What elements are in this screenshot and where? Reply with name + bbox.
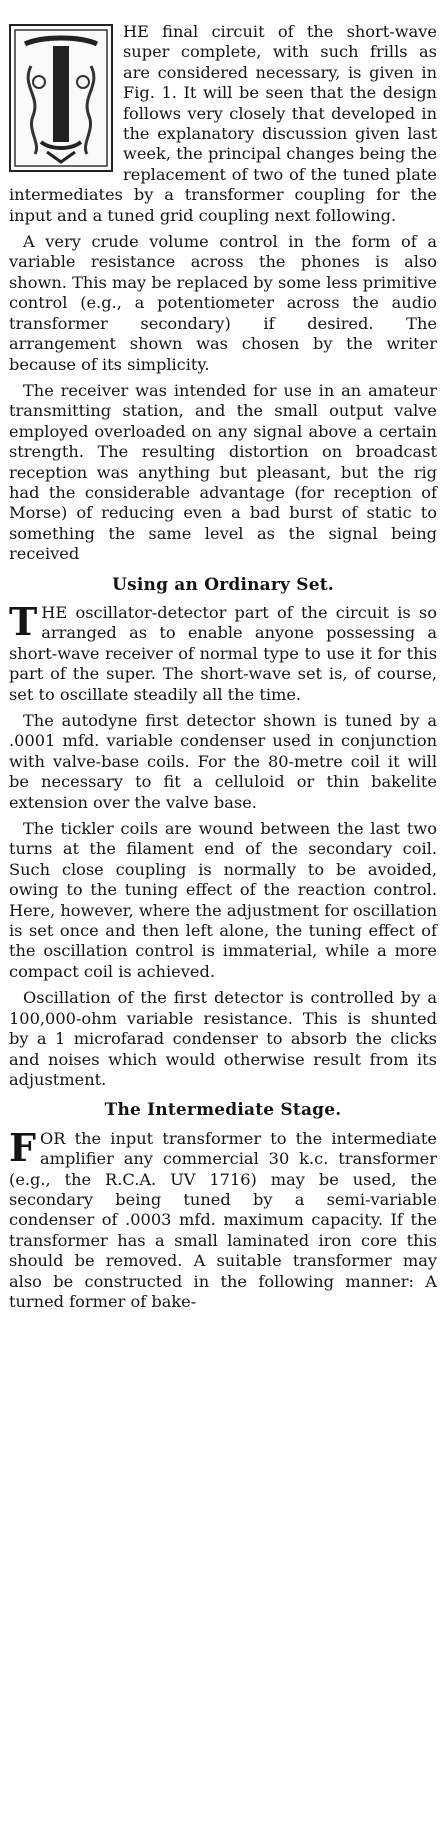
section2-cap: F [9,1124,36,1170]
paragraph-autodyne: The autodyne first detector shown is tuned by a .0001 mfd. variable condenser used in conjunction with valve-base coils. For the 80-metre coil it will be necessary to fit a celluloid or thin bakelite extension over the valve base. [9,711,437,812]
section2-lead: FOR the input transformer to the intermediate amplifier any commercial 30 k.c. transformer (e.g., the R.C.A. UV 1716) may be used, the secondary being tuned by a semi-variable condenser of .0003 mfd. maximum capacity. If the transformer has a small laminated iron core this should be removed. A suitable transformer may also be constructed in the following manner: A turned former of bake- [9,1124,437,1311]
paragraph-tickler: The tickler coils are wound between the last two turns at the filament end of the secondary coil. Such close coupling is normally to be avoided, owing to the tuning effect of the reaction control. Here, however, where the adjustment for oscillation is set once and then left alone, the tuning effect of the oscillation control is immaterial, while a more compact coil is achieved. [9,819,437,981]
section-heading-ordinary-set: Using an Ordinary Set. [112,574,334,595]
section-heading-intermediate-stage: The Intermediate Stage. [104,1100,342,1121]
intro-paragraph: HE final circuit of the short-wave super complete, with such frills as are considered necessary, is given in Fig. 1. It will be seen that the design follows very closely that developed in the explanatory discussion given last week, the principal changes being the replacement of two of the tuned plate intermediates by a transformer coupling for the input and a tuned grid coupling next following. [9,22,437,225]
intro-block [9,22,437,226]
ornamental-dropcap [9,24,113,172]
paragraph-oscillation: Oscillation of the first detector is controlled by a 100,000-ohm variable resistance. This is shunted by a 1 microfarad condenser to absorb the clicks and noises which would otherwise result from its adjustment. [9,988,437,1089]
paragraph-volume-control: A very crude volume control in the form of a variable resistance across the phones is also shown. This may be replaced by some less primitive control (e.g., a potentiometer across the audio transformer secondary) if desired. The arrangement shown was chosen by the writer because of its simplicity. [9,232,437,374]
paragraph-receiver-use: The receiver was intended for use in an amateur transmitting station, and the small output valve employed overloaded on any signal above a certain strength. The resulting distortion on broadcast reception was anything but pleasant, but the rig had the considerable advantage (for reception of Morse) of reducing even a bad burst of static to something the same level as the signal being received [9,380,437,564]
section1-cap: T [9,598,38,644]
section1-lead: THE oscillator-detector part of the circuit is so arranged as to enable anyone possessing a short-wave receiver of normal type to use it for this part of the super. The short-wave set is, of course, set to oscillate steadily all the time. [9,598,437,704]
ornament-icon [11,26,111,170]
